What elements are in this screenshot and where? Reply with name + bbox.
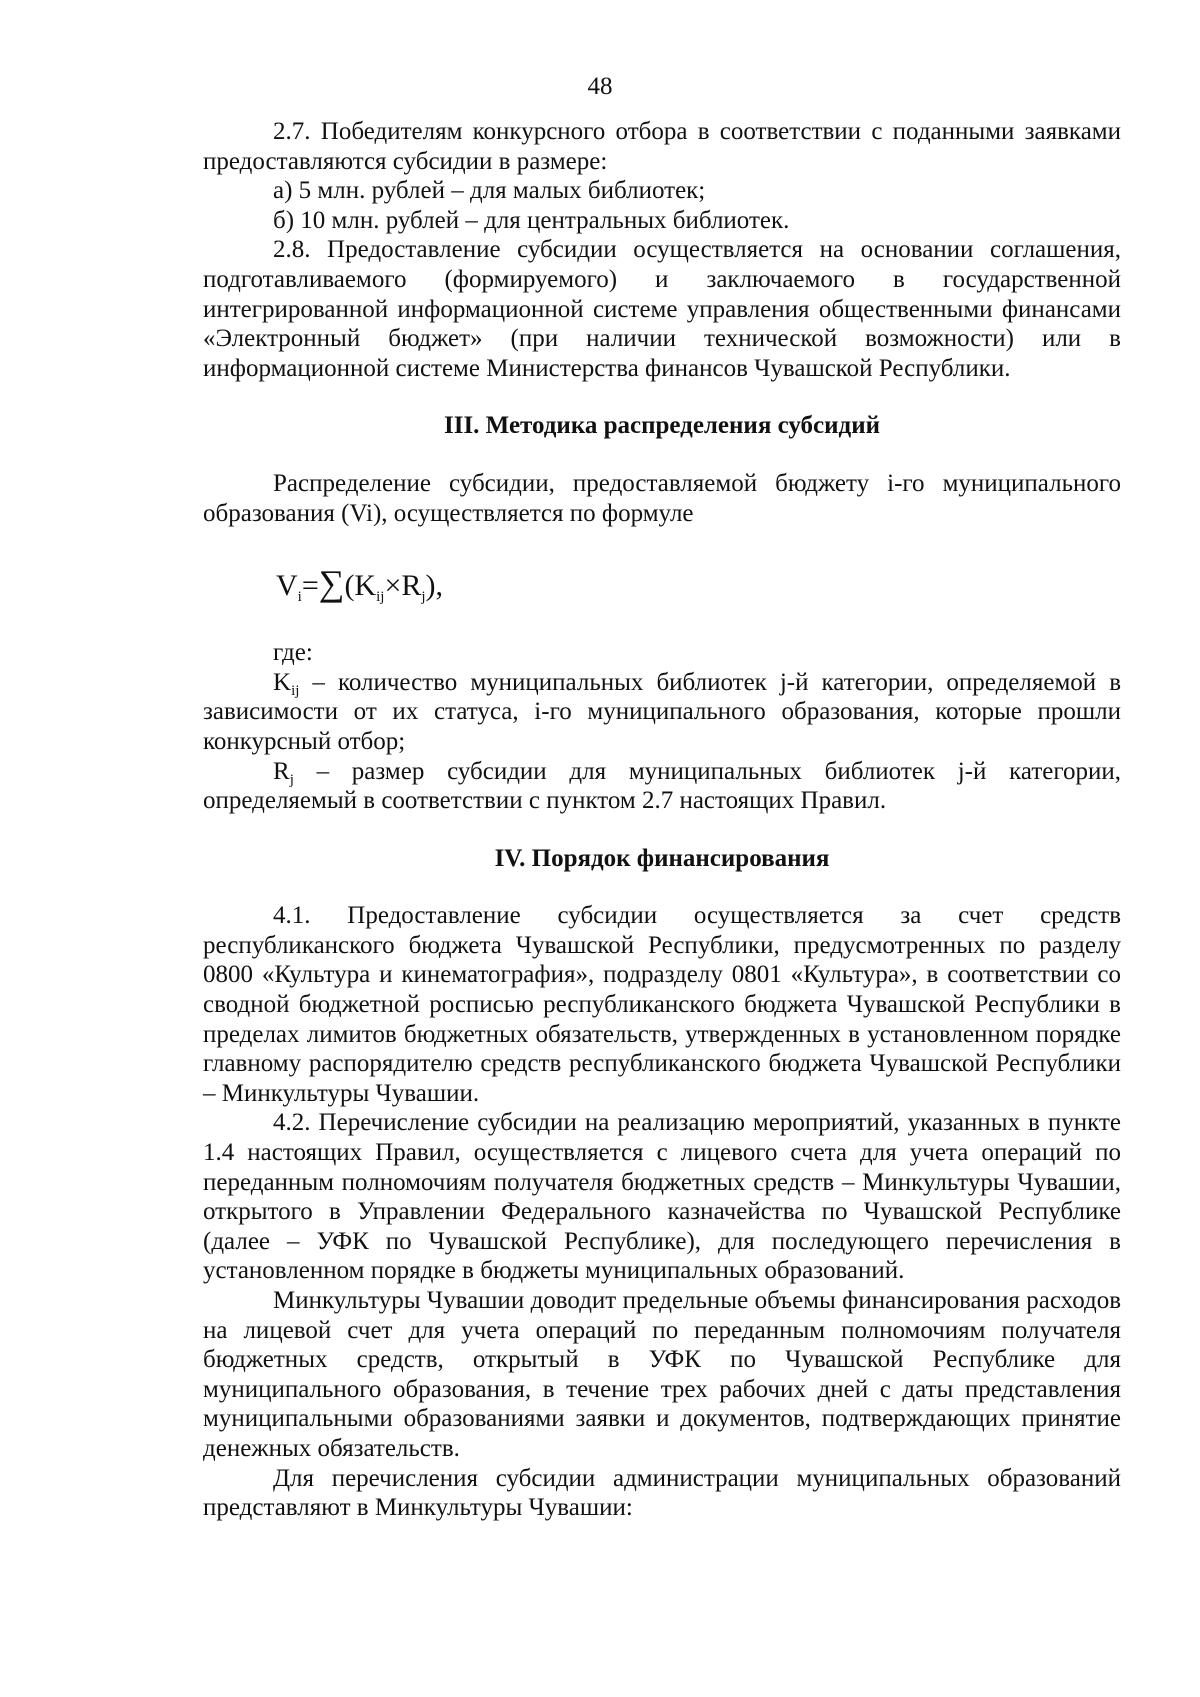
r-definition: – размер субсидии для муниципальных библиотек j-й категории, определяемый в соответствии с пунктом 2.7 настоящих Правил. (203, 757, 1121, 815)
section-heading-4: IV. Порядок финансирования (494, 844, 830, 872)
formula-eq: = (301, 569, 319, 603)
list-item-a: а) 5 млн. рублей – для малых библиотек; (273, 177, 706, 205)
formula-k-sub: ij (376, 589, 385, 606)
formula-sigma: ∑ (318, 563, 345, 604)
formula-intro: Распределение субсидии, предоставляемой бюджету i-го муниципального образования (Vi), осуществляется по формуле (203, 469, 1121, 527)
distribution-formula (276, 546, 1121, 620)
paragraph-2-8: 2.8. Предоставление субсидии осуществляется на основании соглашения, подготавливаемого (формируемого) и заключаемого в государственной интегрированной информационной системе управления общественными финансами «Электронный бюджет» (при наличии технической возможности) или в информационной системе Министерства финансов Чувашской Республики. (203, 236, 1121, 382)
paragraph-limits: Минкультуры Чувашии доводит предельные объемы финансирования расходов на лицевой счет для учета операций по переданным полномочиям получателя бюджетных средств, открытый в УФК по Чувашской Республике для муниципального образования, в течение трех рабочих дней с даты представления муниципальными образованиями заявки и документов, подтверждающих принятие денежных обязательств. (203, 1287, 1121, 1462)
paragraph-2-7: 2.7. Победителям конкурсного отбора в соответствии с поданными заявками предоставляются субсидии в размере: (203, 118, 1121, 175)
k-definition: – количество муниципальных библиотек j-й категории, определяемой в зависимости от их статуса, i-го муниципального образования, которые прошли конкурсный отбор; (203, 668, 1121, 755)
paragraph-4-1: 4.1. Предоставление субсидии осуществляется за счет средств республиканского бюджета Чувашской Республики, предусмотренных по разделу 0800 «Культура и кинематография», подразделу 0801 «Культура», в соответствии со сводной бюджетной росписью республиканского бюджета Чувашской Республики в пределах лимитов бюджетных обязательств, утвержденных в установленном порядке главному распорядителю средств республиканского бюджета Чувашской Республики – Минкультуры Чувашии. (203, 902, 1121, 1107)
k-subscript: ij (291, 682, 300, 699)
section-heading-3: III. Методика распределения субсидий (443, 412, 881, 440)
k-symbol: K (273, 668, 292, 696)
paragraph-4-2: 4.2. Перечисление субсидии на реализацию мероприятий, указанных в пункте 1.4 настоящих Правил, осуществляется с лицевого счета для учета операций по переданным полномочиям получателя бюджетных средств – Минкультуры Чувашии, открытого в Управлении Федерального казначейства по Чувашской Республике (далее – УФК по Чувашской Республике), для последующего перечисления в установленном порядке в бюджеты муниципальных образований. (203, 1109, 1121, 1285)
definition-r (203, 757, 1121, 816)
formula-times: ×R (384, 569, 422, 603)
formula-v: V (276, 569, 298, 603)
where-label: где: (273, 639, 313, 667)
formula-v-sub: i (297, 589, 302, 606)
formula-r-sub: j (421, 589, 426, 606)
document-body (203, 117, 1121, 1523)
formula-open: (K (344, 569, 377, 603)
formula-close: ), (425, 569, 444, 603)
paragraph-transfer: Для перечисления субсидии администрации муниципальных образований представляют в Минкультуры Чувашии: (203, 1464, 1121, 1522)
page-number: 48 (587, 73, 613, 100)
r-symbol: R (273, 757, 290, 785)
list-item-b: б) 10 млн. рублей – для центральных библиотек. (273, 206, 790, 234)
r-subscript: j (289, 771, 294, 788)
definition-k (203, 668, 1121, 757)
